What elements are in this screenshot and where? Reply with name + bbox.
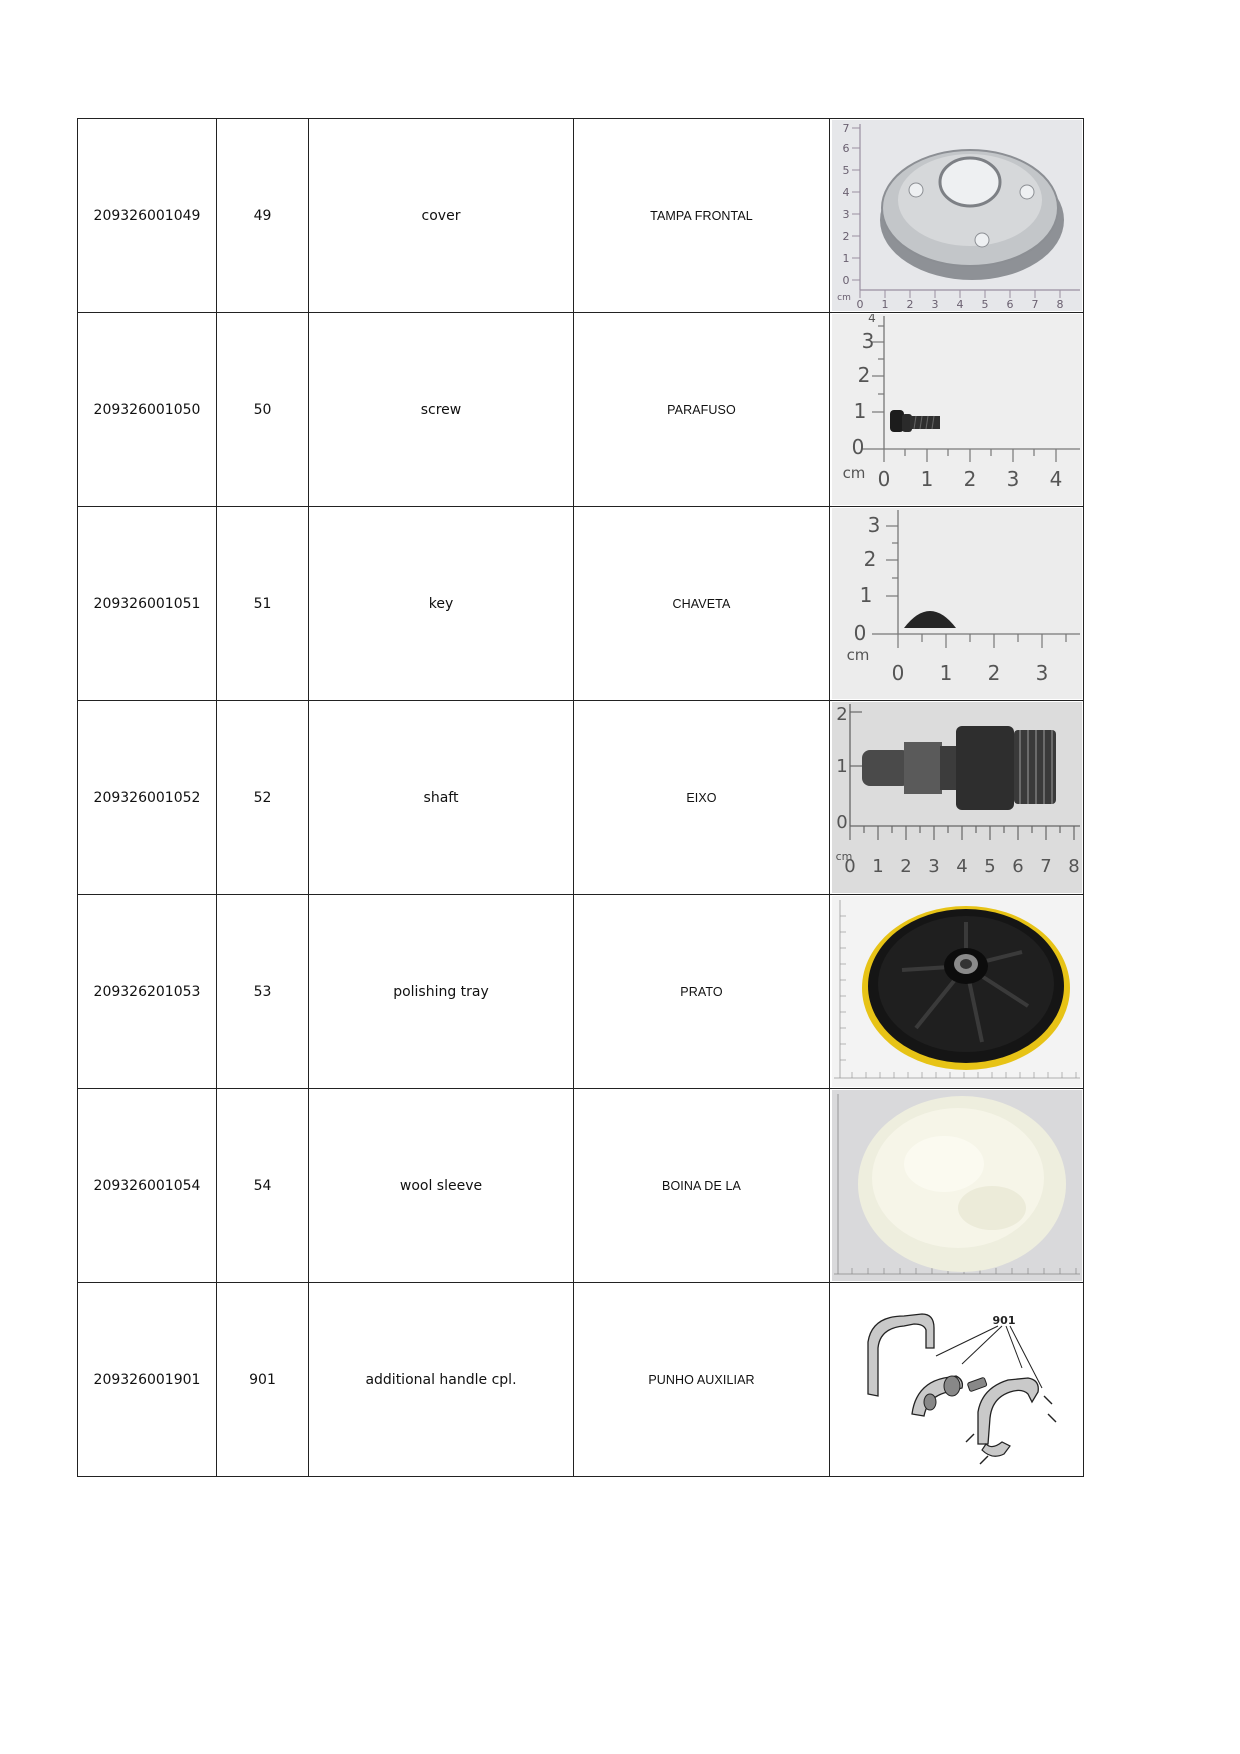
part-image-cell (830, 895, 1084, 1089)
x-tick-label: 3 (1006, 467, 1019, 491)
position-number: 54 (217, 1089, 309, 1283)
part-image-cell (830, 119, 1084, 313)
article-number: 209326001051 (78, 507, 217, 701)
position-number: 53 (217, 895, 309, 1089)
y-tick-label: 3 (867, 513, 880, 537)
y-tick-label: 3 (861, 329, 874, 353)
y-tick-label: 1 (842, 252, 849, 265)
x-tick-label: 6 (1011, 856, 1024, 877)
x-tick-label: 0 (843, 856, 856, 877)
article-number: 209326001054 (78, 1089, 217, 1283)
y-tick-label: 0 (851, 435, 864, 459)
x-tick-label: 3 (1035, 661, 1048, 685)
part-name-english: polishing tray (309, 895, 574, 1089)
y-tick-label: 7 (842, 122, 849, 135)
article-number: 209326001049 (78, 119, 217, 313)
part-name-english: wool sleeve (309, 1089, 574, 1283)
x-tick-label: 2 (899, 856, 912, 877)
part-image-cell (830, 1089, 1084, 1283)
part-name-portuguese: CHAVETA (574, 507, 830, 701)
y-tick-label: 5 (842, 164, 849, 177)
x-tick-label: 8 (1067, 856, 1080, 877)
cover-photo (832, 120, 1082, 311)
y-tick-label: 2 (842, 230, 849, 243)
y-tick-label: 0 (853, 621, 866, 645)
y-tick-label: 1 (859, 583, 872, 607)
part-name-english: additional handle cpl. (309, 1283, 574, 1477)
part-name-portuguese: PARAFUSO (574, 313, 830, 507)
table-row (78, 1283, 1084, 1477)
x-tick-label: 1 (881, 298, 888, 311)
y-tick-label: 6 (842, 142, 849, 155)
key-photo (832, 508, 1082, 699)
unit-label: cm (846, 646, 869, 664)
x-tick-label: 7 (1031, 298, 1038, 311)
table-row (78, 119, 1084, 313)
x-tick-label: 2 (987, 661, 1000, 685)
y-tick-label: 4 (867, 314, 876, 325)
x-tick-label: 2 (963, 467, 976, 491)
y-tick-label: 0 (835, 812, 848, 833)
part-name-portuguese: EIXO (574, 701, 830, 895)
part-name-english: shaft (309, 701, 574, 895)
x-tick-label: 5 (981, 298, 988, 311)
x-tick-label: 1 (920, 467, 933, 491)
part-name-portuguese: TAMPA FRONTAL (574, 119, 830, 313)
x-tick-label: 3 (927, 856, 940, 877)
part-name-english: cover (309, 119, 574, 313)
table-row (78, 507, 1084, 701)
article-number: 209326201053 (78, 895, 217, 1089)
x-tick-label: 6 (1006, 298, 1013, 311)
unit-label: cm (835, 850, 852, 863)
x-tick-label: 1 (871, 856, 884, 877)
x-tick-label: 0 (891, 661, 904, 685)
part-name-portuguese: PRATO (574, 895, 830, 1089)
part-name-english: screw (309, 313, 574, 507)
part-name-portuguese: BOINA DE LA (574, 1089, 830, 1283)
callout-label: 901 (992, 1314, 1015, 1327)
wool-sleeve-photo (832, 1090, 1082, 1281)
x-tick-label: 2 (906, 298, 913, 311)
y-tick-label: 2 (835, 704, 848, 725)
article-number: 209326001052 (78, 701, 217, 895)
unit-label: cm (842, 464, 865, 482)
table-row (78, 895, 1084, 1089)
x-tick-label: 7 (1039, 856, 1052, 877)
y-tick-label: 2 (863, 547, 876, 571)
part-image-cell (830, 313, 1084, 507)
y-tick-label: 1 (853, 399, 866, 423)
position-number: 50 (217, 313, 309, 507)
position-number: 901 (217, 1283, 309, 1477)
part-image-cell (830, 1283, 1084, 1477)
part-image-cell (830, 507, 1084, 701)
x-tick-label: 1 (939, 661, 952, 685)
x-tick-label: 4 (955, 856, 968, 877)
parts-table (77, 118, 1084, 1477)
table-row (78, 313, 1084, 507)
y-tick-label: 3 (842, 208, 849, 221)
unit-label: cm (836, 293, 851, 303)
x-tick-label: 0 (877, 467, 890, 491)
x-tick-label: 4 (956, 298, 963, 311)
table-row (78, 701, 1084, 895)
position-number: 51 (217, 507, 309, 701)
part-name-english: key (309, 507, 574, 701)
x-tick-label: 0 (856, 298, 863, 311)
part-image-cell (830, 701, 1084, 895)
screw-photo (832, 314, 1082, 505)
article-number: 209326001050 (78, 313, 217, 507)
x-tick-label: 3 (931, 298, 938, 311)
y-tick-label: 2 (857, 363, 870, 387)
x-tick-label: 4 (1049, 467, 1062, 491)
handle-drawing (832, 1284, 1082, 1475)
y-tick-label: 0 (842, 274, 849, 287)
position-number: 49 (217, 119, 309, 313)
y-tick-label: 1 (835, 756, 848, 777)
table-row (78, 1089, 1084, 1283)
position-number: 52 (217, 701, 309, 895)
shaft-photo (832, 702, 1082, 893)
y-tick-label: 4 (842, 186, 849, 199)
x-tick-label: 5 (983, 856, 996, 877)
polishing-tray-photo (832, 896, 1082, 1087)
article-number: 209326001901 (78, 1283, 217, 1477)
part-name-portuguese: PUNHO AUXILIAR (574, 1283, 830, 1477)
x-tick-label: 8 (1056, 298, 1063, 311)
